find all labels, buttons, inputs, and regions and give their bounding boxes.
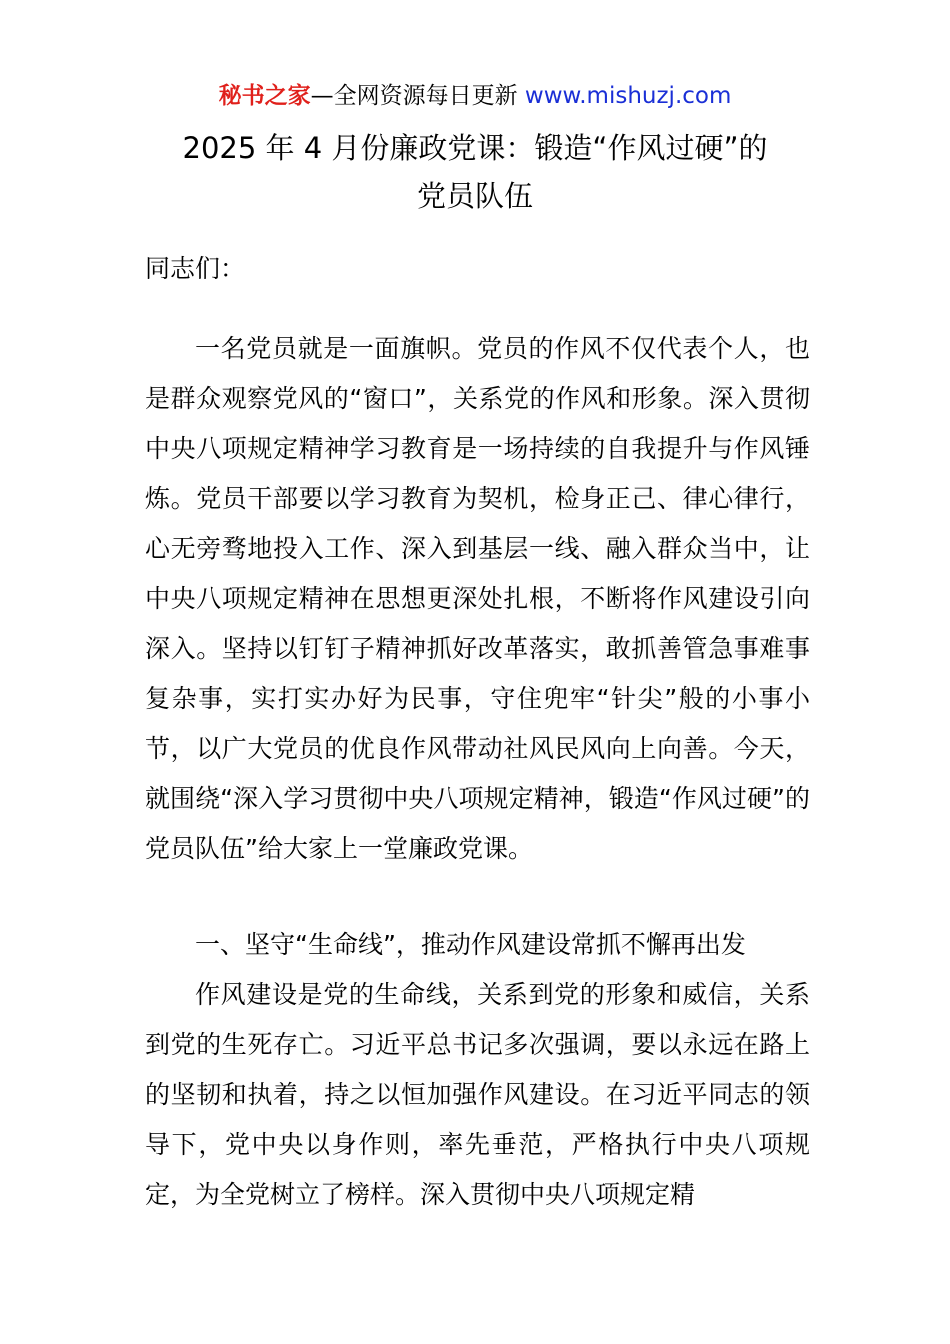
site-url-link[interactable]: www.mishuzj.com	[524, 83, 732, 109]
paragraph-text: 一名党员就是一面旗帜。党员的作风不仅代表个人，也是群众观察党风的“窗口”，关系党的作风和形象。深入贯彻中央八项规定精神学习教育是一场持续的自我提升与作风锤炼。党员干部要以学习教育为契机，检身正己、律心律行，心无旁骛地投入工作、深入到基层一线、融入群众当中，让中央八项规定精神在思想更深处扎根，不断将作风建设引向深入。坚持以钉钉子精神抓好改革落实，敢抓善管急事难事复杂事，实打实办好为民事，守住兜牢“针尖”般的小事小节，以广大党员的优良作风带动社风民风向上向善。今天，就围绕“深入学习贯彻中央八项规定精神，锻造“作风过硬”的党员队伍”给大家上一堂廉政党课。	[145, 334, 810, 863]
salutation: 同志们：	[145, 254, 246, 283]
section-heading-1: 一、坚守“生命线”，推动作风建设常抓不懈再出发	[195, 930, 746, 959]
brand-name: 秘书之家	[218, 83, 311, 109]
document-title-line-1: 2025 年 4 月份廉政党课：锻造“作风过硬”的	[182, 131, 768, 165]
document-title-line-2: 党员队伍	[416, 179, 533, 213]
site-header	[0, 80, 950, 112]
paragraph-text: 作风建设是党的生命线，关系到党的形象和威信，关系到党的生死存亡。习近平总书记多次强调，要以永远在路上的坚韧和执着，持之以恒加强作风建设。在习近平同志的领导下，党中央以身作则，率先垂范，严格执行中央八项规定，为全党树立了榜样。深入贯彻中央八项规定精	[145, 980, 810, 1209]
paragraph-section-1	[145, 970, 810, 1220]
header-tagline: —全网资源每日更新	[310, 83, 525, 109]
paragraph-intro	[145, 324, 810, 874]
